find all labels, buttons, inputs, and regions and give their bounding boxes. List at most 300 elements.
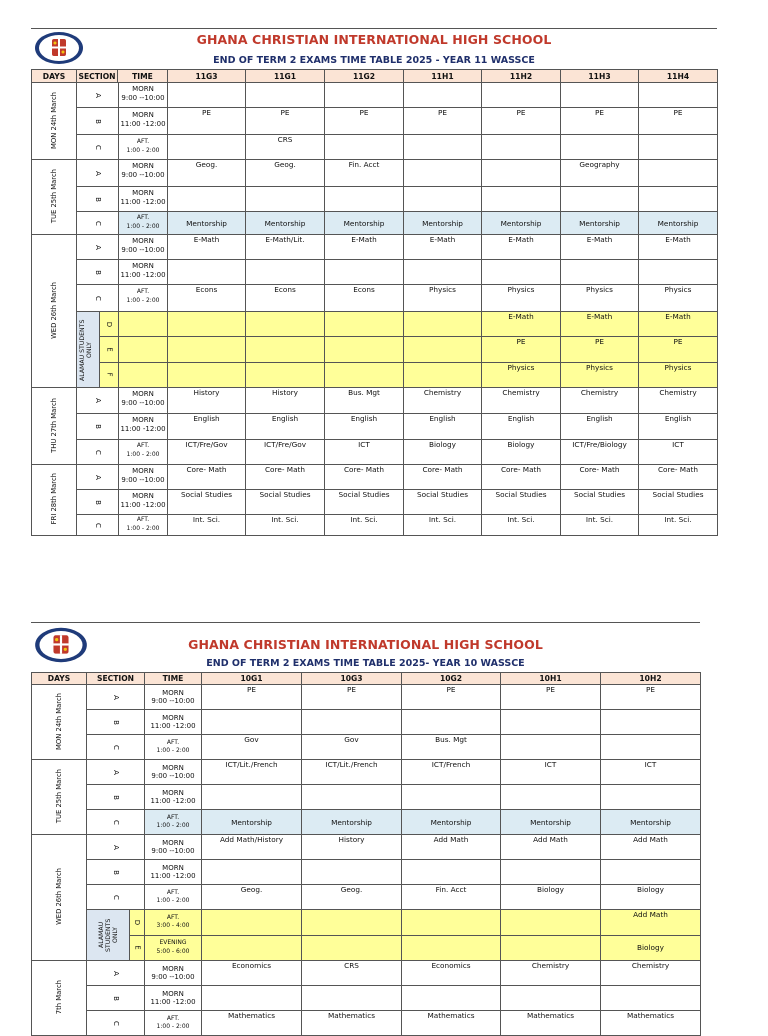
exam-cell: Core- Math	[482, 465, 561, 490]
exam-cell: Int. Sci.	[482, 515, 561, 536]
exam-cell	[639, 187, 718, 212]
col-header: 10G1	[202, 673, 302, 685]
table-row	[32, 760, 701, 785]
section-time: C AFT. 1:00 - 2:00	[77, 515, 168, 536]
exam-cell	[561, 260, 639, 285]
section-label: B	[94, 118, 102, 124]
exam-cell	[202, 910, 302, 936]
exam-cell	[404, 160, 482, 187]
section-cell: C	[87, 885, 145, 910]
exam-cell: E-Math	[561, 312, 639, 337]
exam-cell: CRS	[302, 961, 402, 986]
table-row	[32, 160, 718, 187]
col-header: 11G2	[325, 70, 404, 83]
exam-cell: E-Math/Lit.	[246, 235, 325, 260]
exam-cell: PE	[202, 685, 302, 710]
exam-cell: PE	[501, 685, 601, 710]
exam-cell	[404, 135, 482, 160]
exam-cell: Geography	[561, 160, 639, 187]
exam-cell	[482, 135, 561, 160]
exam-cell: English	[561, 414, 639, 440]
exam-cell: Physics	[639, 285, 718, 312]
section-cell: B	[87, 710, 145, 735]
section-time: C AFT. 1:00 - 2:00	[77, 135, 168, 160]
exam-cell	[246, 337, 325, 362]
table-row	[32, 810, 701, 835]
exam-cell	[601, 785, 701, 810]
exam-cell: Core- Math	[246, 465, 325, 490]
exam-cell: Physics	[404, 285, 482, 312]
section-time: B MORN 11:00 -12:00	[77, 414, 168, 440]
col-header: 10H2	[601, 673, 701, 685]
exam-cell	[639, 83, 718, 108]
exam-cell	[601, 986, 701, 1011]
exam-cell	[302, 935, 402, 961]
year10-header	[31, 622, 700, 672]
exam-cell: ICT	[325, 440, 404, 465]
time-cell: EVENING 5:00 - 6:00	[145, 935, 202, 961]
exam-cell: Social Studies	[325, 490, 404, 515]
exam-cell	[302, 710, 402, 735]
exam-cell	[402, 935, 501, 961]
col-header: TIME	[118, 70, 168, 83]
exam-cell: Int. Sci.	[246, 515, 325, 536]
exam-cell	[402, 710, 501, 735]
exam-cell	[402, 910, 501, 936]
exam-cell	[202, 785, 302, 810]
section-cell: B	[87, 785, 145, 810]
exam-cell: Int. Sci.	[639, 515, 718, 536]
exam-cell	[168, 83, 246, 108]
exam-cell: E-Math	[639, 312, 718, 337]
table-row	[32, 860, 701, 885]
section-label: C	[93, 144, 102, 150]
exam-cell	[246, 187, 325, 212]
section-label: E	[105, 347, 114, 352]
table-row	[32, 83, 718, 108]
exam-cell: Mentorship	[246, 212, 325, 235]
exam-cell	[302, 860, 402, 885]
table-row	[32, 1011, 701, 1036]
alamau-block	[87, 910, 145, 961]
section-time: A MORN 9:00 --10:00	[77, 83, 168, 108]
table-row	[32, 465, 718, 490]
col-header: 10G2	[402, 673, 501, 685]
exam-cell: Chemistry	[601, 961, 701, 986]
section-cell: A	[87, 835, 145, 860]
exam-cell	[601, 735, 701, 760]
section-time: A MORN 9:00 --10:00	[77, 160, 168, 187]
time-cell: AFT. 3:00 - 4:00	[145, 910, 202, 936]
exam-cell: Biology	[482, 440, 561, 465]
exam-cell: English	[404, 414, 482, 440]
exam-cell: Add Math/History	[202, 835, 302, 860]
table-row	[32, 785, 701, 810]
exam-cell: Gov	[302, 735, 402, 760]
exam-cell: Biology	[404, 440, 482, 465]
exam-cell	[202, 860, 302, 885]
table-row	[32, 260, 718, 285]
table-row	[32, 885, 701, 910]
section-time: A MORN 9:00 --10:00	[77, 388, 168, 414]
exam-cell: E-Math	[404, 235, 482, 260]
exam-cell: PE	[601, 685, 701, 710]
exam-cell: Core- Math	[168, 465, 246, 490]
section-label: C	[93, 522, 102, 528]
section-label: D	[133, 919, 142, 925]
section-time: B MORN 11:00 -12:00	[77, 108, 168, 135]
exam-cell	[202, 710, 302, 735]
exam-cell	[482, 160, 561, 187]
exam-cell: History	[246, 388, 325, 414]
section-label: A	[93, 244, 102, 250]
year10-timetable	[31, 622, 700, 1036]
exam-cell: Mentorship	[402, 810, 501, 835]
year10-title: END OF TERM 2 EXAMS TIME TABLE 2025- YEAR 10 WASSCE	[206, 658, 525, 669]
exam-cell: English	[325, 414, 404, 440]
exam-cell: English	[482, 414, 561, 440]
exam-cell	[325, 337, 404, 362]
day-cell: WED 26th March	[32, 235, 77, 388]
table-row	[32, 414, 718, 440]
table-row	[32, 388, 718, 414]
section-label: A	[93, 474, 102, 480]
section-time: C AFT. 1:00 - 2:00	[77, 212, 168, 235]
exam-cell: ICT/Fre/Gov	[168, 440, 246, 465]
exam-cell: Chemistry	[561, 388, 639, 414]
exam-cell: Economics	[202, 961, 302, 986]
exam-cell: Mathematics	[202, 1011, 302, 1036]
exam-cell: Econs	[168, 285, 246, 312]
exam-cell: English	[168, 414, 246, 440]
exam-cell: English	[246, 414, 325, 440]
exam-cell: Mentorship	[639, 212, 718, 235]
section-cell: A	[87, 760, 145, 785]
exam-cell: Add Math	[601, 910, 701, 936]
table-row	[32, 312, 718, 337]
year11-header	[31, 28, 717, 69]
section-time: B MORN 11:00 -12:00	[77, 260, 168, 285]
exam-cell: Chemistry	[404, 388, 482, 414]
exam-cell	[501, 935, 601, 961]
exam-cell	[561, 187, 639, 212]
time-cell: AFT. 1:00 - 2:00	[145, 1011, 202, 1036]
exam-cell	[402, 860, 501, 885]
exam-cell	[501, 735, 601, 760]
exam-cell: E-Math	[482, 235, 561, 260]
exam-cell	[202, 986, 302, 1011]
exam-cell: PE	[402, 685, 501, 710]
exam-cell: Core- Math	[561, 465, 639, 490]
exam-cell: Bus. Mgt	[402, 735, 501, 760]
exam-cell: ICT/Lit./French	[202, 760, 302, 785]
section-label: A	[93, 170, 102, 176]
exam-cell: Social Studies	[168, 490, 246, 515]
exam-cell: PE	[404, 108, 482, 135]
day-cell: MON 24th March	[32, 685, 87, 760]
exam-cell	[325, 135, 404, 160]
table-row	[32, 285, 718, 312]
exam-cell: Social Studies	[404, 490, 482, 515]
section-label: C	[93, 295, 102, 301]
section-label: A	[93, 92, 102, 98]
exam-cell	[168, 135, 246, 160]
exam-cell: Geog.	[202, 885, 302, 910]
exam-cell	[168, 362, 246, 387]
exam-cell: E-Math	[482, 312, 561, 337]
exam-cell: Mentorship	[168, 212, 246, 235]
exam-cell: Mentorship	[482, 212, 561, 235]
exam-cell	[168, 260, 246, 285]
exam-cell: E-Math	[168, 235, 246, 260]
exam-cell	[202, 935, 302, 961]
table-row	[32, 910, 701, 936]
exam-cell	[404, 83, 482, 108]
day-cell: MON 24th March	[32, 83, 77, 160]
time-cell: AFT. 1:00 - 2:00	[145, 885, 202, 910]
alamau-label: ALAMAU STUDENTS ONLY	[77, 312, 100, 387]
exam-cell	[404, 362, 482, 387]
exam-cell	[168, 312, 246, 337]
col-header: 11H1	[404, 70, 482, 83]
day-cell: 7th March	[32, 961, 87, 1036]
col-header: 10G3	[302, 673, 402, 685]
col-header: 11H3	[561, 70, 639, 83]
exam-cell	[561, 83, 639, 108]
exam-cell: Int. Sci.	[404, 515, 482, 536]
section-label: E	[133, 945, 142, 950]
col-header: SECTION	[87, 673, 145, 685]
exam-cell	[402, 986, 501, 1011]
time-cell: MORN 11:00 -12:00	[145, 986, 202, 1011]
exam-cell: Mentorship	[501, 810, 601, 835]
exam-cell: History	[168, 388, 246, 414]
section-time: C AFT. 1:00 - 2:00	[77, 285, 168, 312]
exam-cell: E-Math	[325, 235, 404, 260]
exam-cell: Geog.	[246, 160, 325, 187]
table-row	[32, 685, 701, 710]
exam-cell: Mentorship	[404, 212, 482, 235]
exam-cell: ICT	[639, 440, 718, 465]
section-time: B MORN 11:00 -12:00	[77, 490, 168, 515]
exam-cell	[501, 785, 601, 810]
exam-cell: Economics	[402, 961, 501, 986]
exam-cell	[561, 135, 639, 160]
section-cell: C	[87, 735, 145, 760]
section-label: B	[94, 424, 102, 429]
year11-title: END OF TERM 2 EXAMS TIME TABLE 2025 - YEAR 11 WASSCE	[213, 55, 535, 66]
exam-cell: Physics	[561, 362, 639, 387]
exam-cell: Mentorship	[601, 810, 701, 835]
exam-cell	[302, 910, 402, 936]
exam-cell: Mentorship	[302, 810, 402, 835]
exam-cell	[482, 187, 561, 212]
col-header: DAYS	[32, 70, 77, 83]
exam-cell	[501, 986, 601, 1011]
section-time: B MORN 11:00 -12:00	[77, 187, 168, 212]
time-cell: MORN 9:00 --10:00	[145, 835, 202, 860]
exam-cell: Social Studies	[482, 490, 561, 515]
table-row	[32, 440, 718, 465]
day-cell: WED 26th March	[32, 835, 87, 961]
section-cell: C	[87, 1011, 145, 1036]
exam-cell	[402, 785, 501, 810]
year11-timetable	[31, 28, 717, 536]
exam-cell: Biology	[501, 885, 601, 910]
exam-cell: Biology	[601, 885, 701, 910]
exam-cell	[639, 135, 718, 160]
exam-cell: Chemistry	[639, 388, 718, 414]
exam-cell: PE	[325, 108, 404, 135]
exam-cell: Physics	[561, 285, 639, 312]
col-header: 11G1	[246, 70, 325, 83]
exam-cell	[404, 260, 482, 285]
section-cell: B	[87, 860, 145, 885]
table-row	[32, 212, 718, 235]
exam-cell: History	[302, 835, 402, 860]
exam-cell: Social Studies	[246, 490, 325, 515]
exam-cell: PE	[482, 337, 561, 362]
section-time: C AFT. 1:00 - 2:00	[77, 440, 168, 465]
exam-cell: ICT	[601, 760, 701, 785]
exam-cell: Mathematics	[402, 1011, 501, 1036]
exam-cell: Gov	[202, 735, 302, 760]
exam-cell: ICT	[501, 760, 601, 785]
exam-cell: PE	[482, 108, 561, 135]
section-cell: A	[87, 961, 145, 986]
table-row	[32, 108, 718, 135]
time-cell: AFT. 1:00 - 2:00	[145, 735, 202, 760]
exam-cell: ICT/Fre/Biology	[561, 440, 639, 465]
exam-cell	[482, 260, 561, 285]
exam-cell	[601, 860, 701, 885]
section-label: D	[105, 321, 114, 327]
table-row	[32, 735, 701, 760]
exam-cell: Core- Math	[325, 465, 404, 490]
exam-cell: Mentorship	[325, 212, 404, 235]
time-cell: MORN 9:00 --10:00	[145, 685, 202, 710]
exam-cell: Add Math	[402, 835, 501, 860]
exam-cell: Physics	[482, 285, 561, 312]
exam-cell: Int. Sci.	[561, 515, 639, 536]
exam-cell: E-Math	[561, 235, 639, 260]
col-header: SECTION	[78, 71, 116, 81]
table-row	[32, 986, 701, 1011]
exam-cell: Fin. Acct	[402, 885, 501, 910]
exam-cell	[325, 83, 404, 108]
exam-cell: ICT/Lit./French	[302, 760, 402, 785]
time-cell: MORN 9:00 --10:00	[145, 961, 202, 986]
exam-cell: Core- Math	[639, 465, 718, 490]
section-label: A	[93, 398, 102, 403]
table-row	[32, 187, 718, 212]
section-label: F	[105, 372, 114, 377]
exam-cell: Add Math	[501, 835, 601, 860]
time-cell: MORN 11:00 -12:00	[145, 710, 202, 735]
exam-cell: Add Math	[601, 835, 701, 860]
exam-cell	[302, 785, 402, 810]
exam-cell: Mathematics	[501, 1011, 601, 1036]
exam-cell	[404, 187, 482, 212]
time-cell: MORN 9:00 --10:00	[145, 760, 202, 785]
exam-cell	[325, 260, 404, 285]
exam-cell: Econs	[246, 285, 325, 312]
exam-cell: Social Studies	[561, 490, 639, 515]
exam-cell: PE	[639, 337, 718, 362]
section-cell: A	[87, 685, 145, 710]
exam-cell: Econs	[325, 285, 404, 312]
table-row	[32, 515, 718, 536]
exam-cell: Mentorship	[202, 810, 302, 835]
exam-cell	[601, 710, 701, 735]
table-row	[32, 835, 701, 860]
exam-cell: PE	[639, 108, 718, 135]
exam-cell: Geog.	[302, 885, 402, 910]
exam-cell	[404, 337, 482, 362]
col-header: TIME	[145, 673, 202, 685]
exam-cell	[302, 986, 402, 1011]
table-row	[32, 710, 701, 735]
section-cell: B	[87, 986, 145, 1011]
day-cell: FRI 28th March	[32, 465, 77, 536]
school-name: GHANA CHRISTIAN INTERNATIONAL HIGH SCHOOL	[196, 32, 552, 47]
exam-cell: Mathematics	[601, 1011, 701, 1036]
exam-cell	[168, 337, 246, 362]
exam-cell	[246, 260, 325, 285]
exam-cell: Biology	[601, 935, 701, 961]
exam-cell	[639, 260, 718, 285]
alamau-block	[77, 312, 168, 388]
time-cell: MORN 11:00 -12:00	[145, 785, 202, 810]
col-header: 11H4	[639, 70, 718, 83]
exam-cell	[325, 312, 404, 337]
table-row	[32, 490, 718, 515]
col-header: 11H2	[482, 70, 561, 83]
exam-cell: Social Studies	[639, 490, 718, 515]
exam-cell: Bus. Mgt	[325, 388, 404, 414]
exam-cell: PE	[246, 108, 325, 135]
exam-cell: E-Math	[639, 235, 718, 260]
col-header: 10H1	[501, 673, 601, 685]
exam-cell: Chemistry	[501, 961, 601, 986]
day-cell: TUE 25th March	[32, 760, 87, 835]
exam-cell: Core- Math	[404, 465, 482, 490]
exam-cell: Physics	[639, 362, 718, 387]
exam-cell	[404, 312, 482, 337]
exam-cell: English	[639, 414, 718, 440]
exam-cell: Mentorship	[561, 212, 639, 235]
section-time: A MORN 9:00 --10:00	[77, 235, 168, 260]
exam-cell: Int. Sci.	[168, 515, 246, 536]
exam-cell: ICT/Fre/Gov	[246, 440, 325, 465]
exam-cell	[246, 362, 325, 387]
exam-cell: Int. Sci.	[325, 515, 404, 536]
exam-cell	[501, 910, 601, 936]
exam-cell	[639, 160, 718, 187]
year10-table	[31, 672, 701, 1036]
day-cell: TUE 25th March	[32, 160, 77, 235]
exam-cell: Fin. Acct	[325, 160, 404, 187]
exam-cell	[325, 187, 404, 212]
exam-cell: Chemistry	[482, 388, 561, 414]
section-time: A MORN 9:00 --10:00	[77, 465, 168, 490]
exam-cell	[168, 187, 246, 212]
year11-table	[31, 69, 718, 536]
exam-cell: ICT/French	[402, 760, 501, 785]
exam-cell: CRS	[246, 135, 325, 160]
table-row	[32, 135, 718, 160]
alamau-label: ALAMAU STUDENTS ONLY	[87, 910, 130, 960]
